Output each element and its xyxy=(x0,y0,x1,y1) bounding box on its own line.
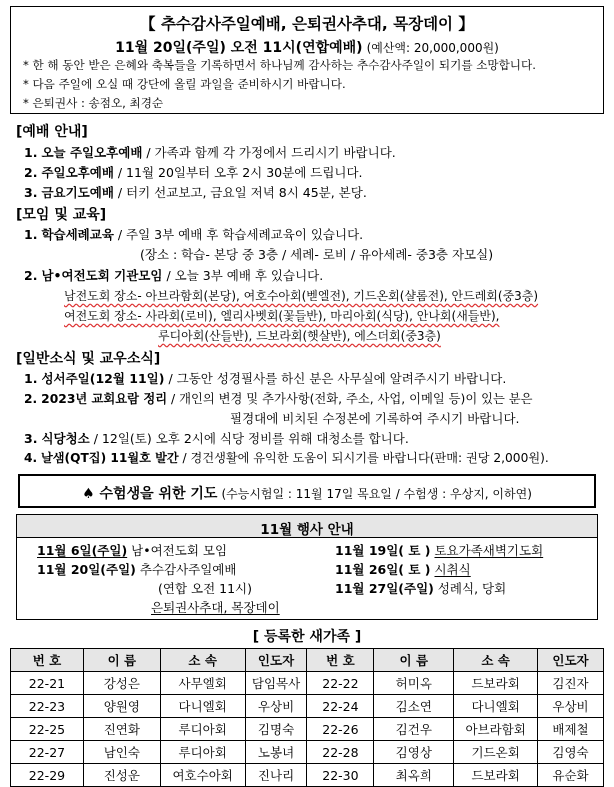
event-date: 11월 20일(주일) xyxy=(37,562,136,577)
item-label: 주일오후예배 xyxy=(41,165,114,180)
column-header: 이 름 xyxy=(83,649,160,672)
column-header: 번 호 xyxy=(11,649,84,672)
table-row: 22-21 강성은 사무엘회 담임목사 22-22 허미옥 드보라회 김진자 xyxy=(11,672,604,695)
list-item: 3. 금요기도예배 / 터키 선교보고, 금요일 저녁 8시 45분, 본당. xyxy=(24,185,367,200)
list-item: 4. 날샘(QT집) 11월호 발간 / 경건생활에 유익한 도움이 되시기를 바랍니다(판매: 권당 2,000원). xyxy=(24,451,549,465)
event-item: 11월 20일(주일) 추수감사주일예배 xyxy=(37,562,237,577)
item-label: 남•여전도회 기관모임 xyxy=(41,268,163,283)
section-heading-worship: [예배 안내] xyxy=(16,124,88,140)
header-note: * 다음 주일에 오실 때 강단에 올릴 과일을 준비하시기 바랍니다. xyxy=(23,77,346,91)
item-label: 오늘 주일오후예배 xyxy=(41,145,143,160)
event-item: 11월 6일(주일) 남•여전도회 모임 xyxy=(37,543,228,558)
column-header: 인도자 xyxy=(538,649,604,672)
event-extra: (연합 오전 11시) xyxy=(158,581,252,596)
header-box xyxy=(10,6,604,114)
event-date: 11월 26일( 토 ) xyxy=(335,562,431,577)
event-extra: 은퇴권사추대, 목장데이 xyxy=(151,600,280,615)
events-title-bar xyxy=(17,515,597,538)
column-header: 소 속 xyxy=(454,649,538,672)
list-item: 1. 성서주일(12월 11일) / 그동안 성경필사를 하신 분은 사무실에 알려주시기 바랍니다. xyxy=(24,371,507,386)
female-places: 여전도회 장소- 사라회(로비), 엘리사벳회(꽃들반), 마리아회(식당), 안나회(새들반), xyxy=(64,309,500,323)
female-places: 루디아회(산들반), 드보라회(햇살반), 에스더회(중3층) xyxy=(158,329,441,343)
new-members-table xyxy=(10,648,604,787)
item-label: 성서주일(12월 11일) xyxy=(41,371,165,386)
event-date: 11월 19일( 토 ) xyxy=(335,543,431,558)
event-item: 11월 26일( 토 ) 시취식 xyxy=(335,562,471,577)
list-item: 1. 오늘 주일오후예배 / 가족과 함께 각 가정에서 드리시기 바랍니다. xyxy=(24,145,396,160)
item-label: 학습세례교육 xyxy=(41,227,114,242)
prayer-label: ♠ 수험생을 위한 기도 xyxy=(82,486,218,502)
page-title: 【 추수감사주일예배, 은퇴권사추대, 목장데이 】 xyxy=(140,15,474,33)
news-continuation: 필경대에 비치된 수정본에 기록하여 주시기 바랍니다. xyxy=(230,411,520,426)
event-date: 11월 27일(주일) xyxy=(335,581,434,596)
item-label: 날샘(QT집) 11월호 발간 xyxy=(41,451,179,465)
new-members-title: [ 등록한 새가족 ] xyxy=(252,629,362,645)
table-row: 22-27 남인숙 루디아회 노봉녀 22-28 김영상 기드온회 김영숙 xyxy=(11,741,604,764)
table-header-row xyxy=(11,649,604,672)
prayer-detail: (수능시험일 : 11월 17일 목요일 / 수험생 : 우상지, 이하연) xyxy=(221,487,532,501)
education-place: (장소 : 학습- 본당 중 3층 / 세례- 로비 / 유아세례- 중3층 자모실) xyxy=(140,247,494,262)
prayer-box xyxy=(18,474,596,508)
table-row: 22-23 양원영 다니엘회 우상비 22-24 김소연 다니엘회 우상비 xyxy=(11,695,604,718)
list-item: 3. 식당청소 / 12일(토) 오후 2시에 식당 정비를 위해 대청소를 합니다. xyxy=(24,431,409,446)
column-header: 번 호 xyxy=(307,649,374,672)
item-label: 금요기도예배 xyxy=(41,185,114,200)
header-note: * 한 해 동안 받은 은혜와 축복들을 기록하면서 하나님께 감사하는 추수감사주일이 되기를 소망합니다. xyxy=(23,58,536,72)
column-header: 인도자 xyxy=(245,649,307,672)
column-header: 소 속 xyxy=(160,649,245,672)
item-label: 식당청소 xyxy=(41,431,90,446)
events-title: 11월 행사 안내 xyxy=(260,522,354,538)
list-item: 2. 2023년 교회요람 정리 / 개인의 변경 및 추가사항(전화, 주소, 사업, 이메일 등)이 있는 분은 xyxy=(24,392,533,406)
event-datetime: 11월 20일(주일) 오전 11시(연합예배) xyxy=(115,40,363,56)
list-item: 1. 학습세례교육 / 주일 3부 예배 후 학습세례교육이 있습니다. xyxy=(24,227,364,242)
column-header: 이 름 xyxy=(374,649,454,672)
section-heading-news: [일반소식 및 교우소식] xyxy=(16,351,161,367)
table-row: 22-29 진성운 여호수아회 진나리 22-30 최옥희 드보라회 유순화 xyxy=(11,764,604,787)
section-heading-education: [모임 및 교육] xyxy=(16,207,107,223)
event-datetime-line xyxy=(11,37,603,57)
item-label: 2023년 교회요람 정리 xyxy=(41,392,168,406)
male-places: 남전도회 장소- 아브라함회(본당), 여호수아회(벧엘전), 기드온회(샬롬전), 안드레회(중3층) xyxy=(64,289,539,303)
event-date: 11월 6일(주일) xyxy=(37,543,128,558)
budget: (예산액: 20,000,000원) xyxy=(366,41,499,55)
list-item: 2. 남•여전도회 기관모임 / 오늘 3부 예배 후 있습니다. xyxy=(24,268,324,283)
header-note: * 은퇴권사 : 송점오, 최경순 xyxy=(23,96,164,110)
list-item: 2. 주일오후예배 / 11월 20일부터 오후 2시 30분에 드립니다. xyxy=(24,165,363,180)
event-item: 11월 19일( 토 ) 토요가족새벽기도회 xyxy=(335,543,544,558)
table-row: 22-25 진연화 루디아회 김명숙 22-26 김건우 아브라함회 배제철 xyxy=(11,718,604,741)
event-item: 11월 27일(주일) 성례식, 당회 xyxy=(335,581,507,596)
events-box xyxy=(16,514,598,620)
